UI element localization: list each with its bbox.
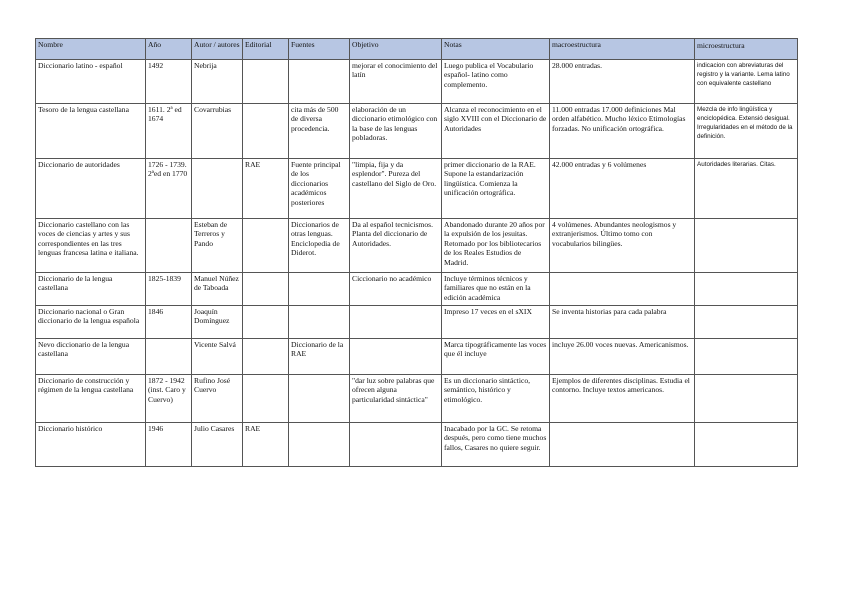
cell-objetivo: "limpia, fija y da esplendor". Pureza del castellano del Siglo de Oro. bbox=[350, 159, 442, 219]
cell-microestructura: Autoridades literarias. Citas. bbox=[695, 159, 798, 219]
cell-ano: 1492 bbox=[146, 60, 192, 104]
cell-editorial: RAE bbox=[243, 159, 289, 219]
cell-ano: 1726 - 1739. 2ªed en 1770 bbox=[146, 159, 192, 219]
cell-fuentes bbox=[289, 306, 350, 339]
table-row bbox=[36, 423, 798, 467]
cell-macroestructura bbox=[550, 423, 695, 467]
cell-ano: 1872 - 1942 (inst. Caro y Cuervo) bbox=[146, 375, 192, 423]
cell-nombre: Diccionario castellano con las voces de ciencias y artes y sus correspondientes en las tres lenguas francesa latina e italiana. bbox=[36, 219, 146, 273]
cell-autor: Esteban de Terreros y Pando bbox=[192, 219, 243, 273]
table-row bbox=[36, 339, 798, 375]
cell-microestructura bbox=[695, 273, 798, 306]
cell-microestructura bbox=[695, 375, 798, 423]
cell-macroestructura: 28.000 entradas. bbox=[550, 60, 695, 104]
cell-nombre: Diccionario histórico bbox=[36, 423, 146, 467]
cell-fuentes: cita más de 500 de diversa procedencia. bbox=[289, 104, 350, 159]
cell-objetivo bbox=[350, 339, 442, 375]
cell-ano: 1611. 2ª ed 1674 bbox=[146, 104, 192, 159]
cell-autor: Manuel Núñez de Taboada bbox=[192, 273, 243, 306]
cell-autor: Covarrubias bbox=[192, 104, 243, 159]
cell-editorial bbox=[243, 375, 289, 423]
cell-objetivo bbox=[350, 423, 442, 467]
cell-macroestructura: 42.000 entradas y 6 volúmenes bbox=[550, 159, 695, 219]
table-row bbox=[36, 306, 798, 339]
header-fuentes: Fuentes bbox=[289, 39, 350, 60]
cell-notas: Impreso 17 veces en el sXIX bbox=[442, 306, 550, 339]
cell-notas: Luego publica el Vocabulario español- latino como complemento. bbox=[442, 60, 550, 104]
table-row bbox=[36, 159, 798, 219]
cell-objetivo: Da al español tecnicismos. Planta del diccionario de Autoridades. bbox=[350, 219, 442, 273]
cell-autor: Nebrija bbox=[192, 60, 243, 104]
cell-macroestructura: Ejemplos de diferentes disciplinas. Estudia el contorno. Incluye textos americanos. bbox=[550, 375, 695, 423]
cell-autor bbox=[192, 159, 243, 219]
cell-nombre: Diccionario latino - español bbox=[36, 60, 146, 104]
cell-objetivo bbox=[350, 306, 442, 339]
cell-fuentes bbox=[289, 273, 350, 306]
table-row bbox=[36, 375, 798, 423]
cell-notas: Marca tipográficamente las voces que él incluye bbox=[442, 339, 550, 375]
cell-objetivo: Ciccionario no académico bbox=[350, 273, 442, 306]
cell-autor: Rufino José Cuervo bbox=[192, 375, 243, 423]
cell-editorial bbox=[243, 273, 289, 306]
header-ano: Año bbox=[146, 39, 192, 60]
cell-macroestructura: incluye 26.00 voces nuevas. Americanismos. bbox=[550, 339, 695, 375]
header-macroestructura: macroestructura bbox=[550, 39, 695, 60]
header-autor: Autor / autores bbox=[192, 39, 243, 60]
cell-ano: 1825-1839 bbox=[146, 273, 192, 306]
cell-nombre: Nevo diccionario de la lengua castellana bbox=[36, 339, 146, 375]
table-row bbox=[36, 219, 798, 273]
cell-microestructura: Mezcla de info lingüística y enciclopédica. Extensió desigual. Irregularidades en el método de la definición. bbox=[695, 104, 798, 159]
cell-fuentes: Fuente principal de los diccionarios académicos posteriores bbox=[289, 159, 350, 219]
cell-objetivo: elaboración de un diccionario etimológico con la base de las lenguas pobladoras. bbox=[350, 104, 442, 159]
dictionary-table bbox=[35, 38, 798, 467]
header-nombre: Nombre bbox=[36, 39, 146, 60]
table-row bbox=[36, 104, 798, 159]
cell-ano bbox=[146, 339, 192, 375]
cell-objetivo: mejorar el conocimiento del latín bbox=[350, 60, 442, 104]
cell-macroestructura: 11.000 entradas 17.000 definiciones Mal orden alfabético. Mucho léxico Etimologías forzadas. No unificación ortográfica. bbox=[550, 104, 695, 159]
cell-editorial bbox=[243, 104, 289, 159]
header-microestructura: microestructura bbox=[695, 39, 798, 60]
cell-microestructura: indicacion con abreviaturas del registro y la variante. Lema latino con equivalente castellano bbox=[695, 60, 798, 104]
cell-notas: Alcanza el reconocimiento en el siglo XVIII con el Diccionario de Autoridades bbox=[442, 104, 550, 159]
table-row bbox=[36, 273, 798, 306]
cell-editorial bbox=[243, 339, 289, 375]
cell-microestructura bbox=[695, 219, 798, 273]
cell-nombre: Tesoro de la lengua castellana bbox=[36, 104, 146, 159]
table-row bbox=[36, 60, 798, 104]
cell-macroestructura bbox=[550, 273, 695, 306]
cell-objetivo: "dar luz sobre palabras que ofrecen alguna particularidad sintáctica" bbox=[350, 375, 442, 423]
cell-macroestructura: Se inventa historias para cada palabra bbox=[550, 306, 695, 339]
cell-notas: Incluye términos técnicos y familiares que no están en la edición académica bbox=[442, 273, 550, 306]
cell-notas: primer diccionario de la RAE. Supone la estandarización lingüística. Comienza la unificación ortográfica. bbox=[442, 159, 550, 219]
cell-ano bbox=[146, 219, 192, 273]
cell-ano: 1946 bbox=[146, 423, 192, 467]
cell-editorial: RAE bbox=[243, 423, 289, 467]
cell-nombre: Diccionario de construcción y régimen de la lengua castellana bbox=[36, 375, 146, 423]
cell-nombre: Diccionario de la lengua castellana bbox=[36, 273, 146, 306]
cell-notas: Abandonado durante 20 años por la expulsión de los jesuitas. Retomado por los bibliotecarios de los Reales Estudios de Madrid. bbox=[442, 219, 550, 273]
cell-fuentes bbox=[289, 423, 350, 467]
cell-notas: Es un diccionario sintáctico, semántico, histórico y etimológico. bbox=[442, 375, 550, 423]
cell-notas: Inacabado por la GC. Se retoma después, pero como tiene muchos fallos, Casares no quiere seguir. bbox=[442, 423, 550, 467]
cell-autor: Julio Casares bbox=[192, 423, 243, 467]
cell-autor: Joaquín Domínguez bbox=[192, 306, 243, 339]
cell-fuentes bbox=[289, 375, 350, 423]
cell-fuentes: Diccionario de la RAE bbox=[289, 339, 350, 375]
cell-nombre: Diccionario nacional o Gran diccionario de la lengua española bbox=[36, 306, 146, 339]
header-objetivo: Objetivo bbox=[350, 39, 442, 60]
header-row bbox=[36, 39, 798, 60]
cell-editorial bbox=[243, 219, 289, 273]
cell-microestructura bbox=[695, 339, 798, 375]
cell-fuentes: Diccionarios de otras lenguas. Enciclopedia de Diderot. bbox=[289, 219, 350, 273]
cell-editorial bbox=[243, 306, 289, 339]
cell-microestructura bbox=[695, 423, 798, 467]
header-editorial: Editorial bbox=[243, 39, 289, 60]
cell-autor: Vicente Salvá bbox=[192, 339, 243, 375]
header-notas: Notas bbox=[442, 39, 550, 60]
cell-nombre: Diccionario de autoridades bbox=[36, 159, 146, 219]
cell-macroestructura: 4 volúmenes. Abundantes neologismos y extranjerismos. Último tomo con vocabularios bilingües. bbox=[550, 219, 695, 273]
cell-ano: 1846 bbox=[146, 306, 192, 339]
cell-editorial bbox=[243, 60, 289, 104]
cell-fuentes bbox=[289, 60, 350, 104]
cell-microestructura bbox=[695, 306, 798, 339]
